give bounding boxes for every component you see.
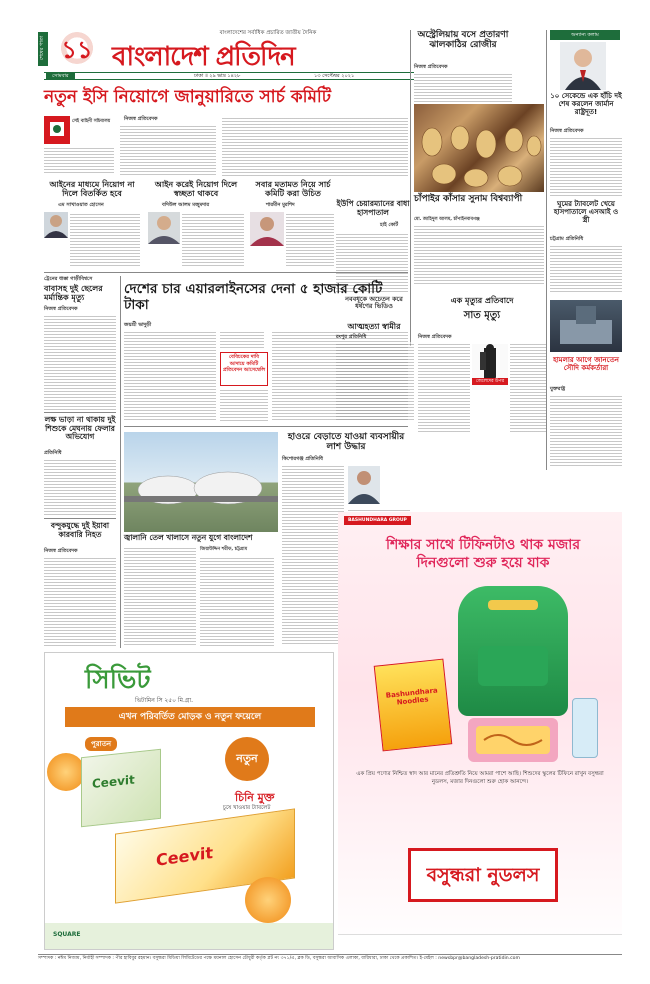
lead-body-col2: [120, 124, 216, 176]
meghna-byline: প্রতিনিধি: [44, 450, 62, 456]
seven-deaths-illustration: [472, 344, 508, 390]
saudi-body: [550, 394, 622, 468]
right-column-label: [550, 30, 620, 40]
masthead: [38, 30, 620, 70]
date-bar: [44, 72, 414, 80]
sub-story-2-body: [182, 212, 244, 268]
english-date: ১৩ সেপ্টেম্বর ২০২১: [314, 73, 355, 79]
saudi-byline: যুক্তরাষ্ট্র: [550, 386, 566, 392]
airline-headline[interactable]: দেশের চার এয়ারলাইনসের দেনা ৫ হাজার কোটি টাকা: [124, 281, 383, 313]
rape-headline[interactable]: আত্মহত্যা স্বামীর: [347, 322, 401, 331]
sakhawat-photo: [44, 212, 68, 238]
australia-story-headline[interactable]: অস্ট্রেলিয়ায় বসে প্রতারণা ঝালকাঠির রোজীর: [417, 30, 509, 51]
ambassador-body: [550, 136, 622, 196]
saudi-headline[interactable]: হামলার আগে জানতেন সৌদি কর্মকর্তারা: [553, 356, 619, 373]
sub-story-2-byline: বদিউল আলম মজুমদার: [162, 202, 210, 208]
airline-body-2: [220, 330, 264, 350]
seven-deaths-headline[interactable]: সাত মৃত্যু: [463, 310, 501, 321]
oil-terminal-body-1: [124, 546, 196, 646]
airline-body-1: [124, 330, 216, 422]
lead-byline: নিজস্ব প্রতিবেদক: [124, 116, 158, 122]
up-chairman-sub: হাই কোর্ট: [380, 222, 399, 228]
kansa-photo: [414, 104, 544, 192]
bashundhara-footer-strip: [338, 934, 622, 950]
ceevit-new-pack-label: Ceevit: [156, 842, 214, 870]
meghna-headline[interactable]: লক্ষ ভাড়া না থাকায় দুই শিশুকে মেঘনায় ফেলার অভিযোগ: [44, 415, 116, 442]
newspaper-logo[interactable]: বাংলাদেশ প্রতিদিন: [112, 42, 295, 72]
tiffin-box: [468, 718, 558, 762]
yaba-byline: নিজস্ব প্রতিবেদক: [44, 548, 78, 554]
lead-headline[interactable]: নতুন ইসি নিয়োগে জানুয়ারিতে সার্চ কমিটি: [44, 87, 332, 107]
ceevit-new-label: নতুন: [236, 752, 258, 765]
badiul-photo: [148, 212, 180, 244]
seven-deaths-body-1: [418, 342, 470, 434]
bashundhara-noodles-logo: বসুন্ধরা নুডলস: [426, 864, 540, 886]
trader-byline: কিশোরগঞ্জ প্রতিনিধি: [282, 456, 323, 462]
oil-terminal-byline: জিয়াউদ্দিন শরীফ, চট্টগ্রাম: [200, 547, 248, 552]
trader-body-1: [282, 464, 344, 646]
right-column-label-text: অন্যান্য কলাম: [571, 32, 599, 38]
ceevit-new-badge: [225, 737, 269, 781]
masthead-tagline: বাংলাদেশের সর্বাধিক প্রচারিত জাতীয় দৈনিক: [219, 30, 317, 36]
ceevit-orange-old: [47, 753, 85, 791]
kansa-byline: মো. জাহিদুল আলম, চাঁপাইনবাবগঞ্জ: [414, 217, 480, 222]
ceevit-orange-new: [245, 877, 291, 923]
airline-box-text: বেবিচকের দাবি আদায়ে কমিটি প্রতিবেদন আসেম্বেলি: [222, 354, 266, 373]
rape-body: [336, 342, 414, 422]
bashundhara-group-badge: BASHUNDHARA GROUP: [344, 516, 411, 525]
oil-terminal-body-2: [200, 556, 274, 646]
bashundhara-body: এক প্রিয় পণ্যের নিশ্চিত স্বাদ আর মানের প্রতিশ্রুতি নিয়ে আমরা পাশে আছি। শিশুদের স্কুলের টিফিনে রাখুন বসুন্ধরা নুডলস, মজার দিনগুলো শুরু হোক আনন্দে।: [356, 771, 604, 785]
train-headline[interactable]: বাবাসহ দুই ছেলের মর্মান্তিক মৃত্যু: [44, 284, 103, 303]
lead-body-col3: [222, 116, 408, 176]
ceevit-banner-text: এখন পরিবর্তিত মোড়ক ও নতুন ফয়েলে: [118, 712, 262, 722]
bashundhara-slogan: শিক্ষার সাথে টিফিনটাও থাক মজার দিনগুলো শুরু হয়ে যাক: [385, 537, 581, 571]
sub-story-3-byline: শারমীন মুরশিদ: [266, 202, 295, 208]
school-bag: [458, 586, 568, 716]
bashundhara-ad[interactable]: [338, 512, 622, 950]
trader-headline[interactable]: হাওরে বেড়াতে যাওয়া ব্যবসায়ীর লাশ উদ্ধার: [287, 432, 405, 453]
airline-box: [220, 352, 268, 386]
noodles-pack: [374, 659, 453, 752]
trader-photo: [348, 466, 380, 504]
sub-story-1-byline: এম সাখাওয়াত হোসেন: [58, 202, 104, 208]
oil-terminal-caption[interactable]: জ্বালানি তেল খালাসে নতুন যুগে বাংলাদেশ: [124, 533, 253, 542]
ambassador-photo: [560, 42, 606, 90]
bengali-date: ঢাকা ॥ ২৯ ভাদ্র ১৪২৮: [194, 73, 241, 79]
seven-deaths-kicker: এক মৃত্যুর প্রতিবাদে: [450, 296, 514, 305]
ceevit-banner: [65, 707, 315, 727]
ec-logo-caption: সেই বাহিনী সচিবালয়: [72, 119, 111, 124]
noodles-pack-label: Bashundhara Noodles: [385, 686, 439, 707]
sleeping-pill-body: [550, 244, 622, 292]
lead-body-col1: [44, 146, 114, 174]
saudi-photo: [550, 300, 622, 352]
ceevit-sub: ভিটামিন সি ২৫০ মি.গ্রা.: [135, 697, 194, 704]
australia-story-byline: নিজস্ব প্রতিবেদক: [414, 64, 448, 70]
ceevit-brand: সিভিট: [85, 665, 151, 695]
ec-logo: [44, 116, 70, 144]
ceevit-old-pack: [81, 749, 161, 827]
ceevit-green-strip: [45, 923, 333, 949]
airline-body-3: [220, 388, 268, 422]
ambassador-headline[interactable]: ১০ সেকেন্ডে এক হাঁচি দই শেষ করলেন জার্মান রাষ্ট্রদূত!: [550, 92, 622, 117]
australia-story-body: [414, 72, 512, 102]
anniversary-number: ১১: [61, 35, 93, 64]
train-kicker: ট্রেনের ধাক্কা গাড়ীবিশ্বসে: [44, 276, 93, 282]
sub-story-3-body: [286, 212, 334, 268]
weekday: সোমবার: [46, 73, 75, 80]
ceevit-old-label: পুরাতন: [85, 737, 117, 751]
airline-byline: জয়শ্রী ভাদুড়ী: [124, 322, 152, 328]
rape-byline: রংপুর প্রতিনিধি: [336, 334, 367, 340]
sleeping-pill-headline[interactable]: ঘুমের ট্যাবলেট খেয়ে হাসপাতালে এসআই ও স্ত্রী: [553, 200, 619, 225]
ceevit-sugar-free: চিনি মুক্ত: [235, 791, 275, 804]
anniversary-logo: [56, 32, 98, 64]
meghna-body: [44, 458, 116, 516]
oil-terminal-photo: [124, 432, 278, 532]
up-chairman-headline[interactable]: ইউপি চেয়ারম্যানের বাধা হাসপাতাল: [336, 199, 410, 217]
sub-story-1-headline[interactable]: আইনের মাধ্যমে নিয়োগ না দিলে বিতর্কিত হবে: [49, 180, 135, 199]
yaba-body: [44, 556, 116, 646]
page-tag-text: শেষের পাতা: [39, 35, 45, 61]
seven-deaths-byline: নিজস্ব প্রতিবেদক: [418, 334, 452, 340]
imprint-footer: সম্পাদক : নঈম নিজাম, নির্বাহী সম্পাদক : পীর হাবিবুর রহমান। বসুন্ধরা মিডিয়া লিমিটেডের পক্ষে ময়নাল হোসেন চৌধুরী কর্তৃক প্লট নং ৩৭১/এ, ব্লক ডি, বসুন্ধরা আবাসিক এলাকা, বারিধারা, ঢাকা থেকে প্রকাশিত। ই-মেইল : newsbpr@bangladesh-pratidin.com: [38, 956, 520, 961]
sharmin-photo: [250, 212, 284, 246]
sanitizer-bottle: [572, 698, 598, 758]
brass-pots-illustration: [414, 104, 544, 192]
sleeping-pill-byline: চট্টগ্রাম প্রতিনিধি: [550, 236, 584, 242]
ambassador-byline: নিজস্ব প্রতিবেদক: [550, 128, 584, 134]
train-byline: নিজস্ব প্রতিবেদক: [44, 306, 78, 312]
ceevit-ad[interactable]: [44, 652, 334, 950]
ceevit-sugar-sub: চুষে খাওয়ার ট্যাবলেট: [223, 805, 271, 811]
sub-story-3-headline[interactable]: সবার মতামত নিয়ে সার্চ কমিটি করা উচিত: [255, 180, 331, 199]
bashundhara-logo-box: [408, 848, 558, 902]
kansa-headline[interactable]: চাঁপাইর কাঁসার সুনাম বিশ্বব্যাপী: [414, 194, 523, 204]
ceevit-old-pack-label: Ceevit: [92, 772, 135, 792]
sub-story-2-headline[interactable]: আইন করেই নিয়োগ দিলে স্বচ্ছতা থাকবে: [154, 180, 238, 199]
seven-deaths-body-2: [510, 342, 546, 434]
sub-story-1-body: [70, 212, 140, 268]
yaba-headline[interactable]: বন্দুকযুদ্ধে দুই ইয়াবা কারবারি নিহত: [50, 521, 110, 539]
rape-kicker: নববধূকে অচেতন করে ধর্ষণের ভিডিও: [345, 295, 403, 311]
kansa-body: [414, 224, 544, 286]
train-body: [44, 314, 116, 410]
seven-deaths-tag: জেলেদের উপর: [472, 378, 508, 385]
square-logo: SQUARE: [53, 931, 81, 938]
